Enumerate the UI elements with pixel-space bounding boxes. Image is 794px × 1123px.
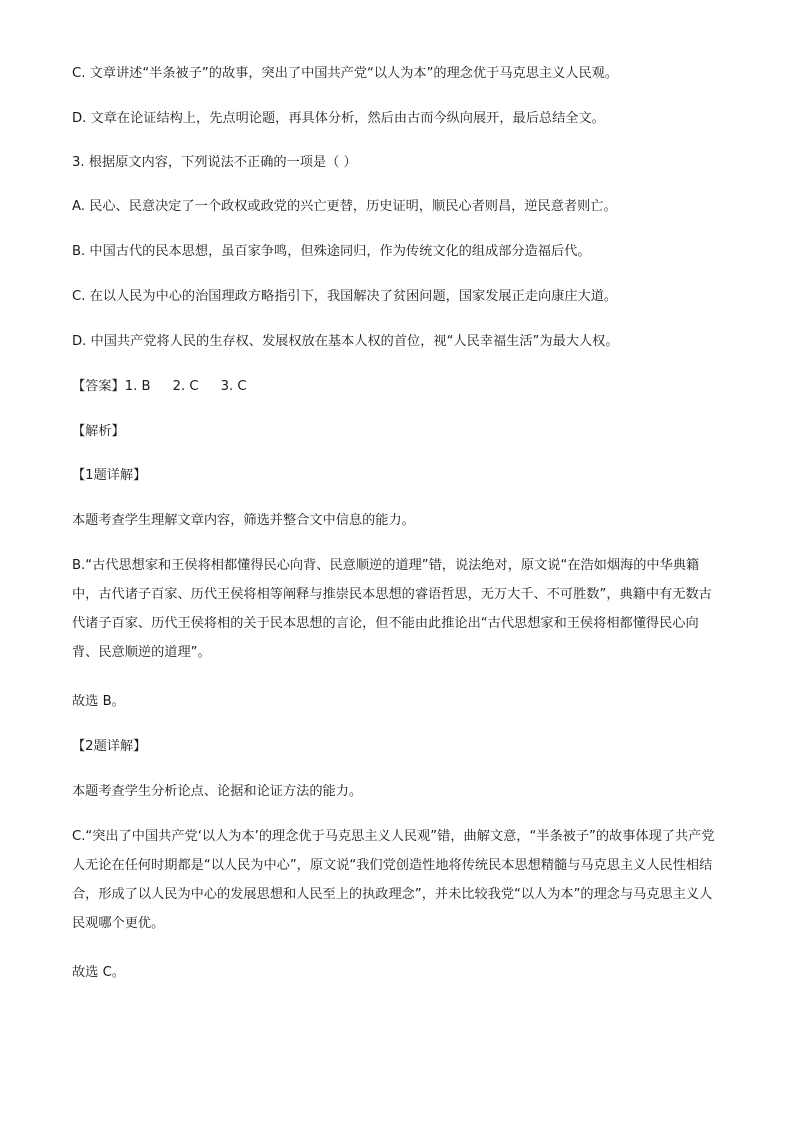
analysis-label: 【解析】 [72, 424, 125, 439]
q3-option-a: A. 民心、民意决定了一个政权或政党的兴亡更替，历史证明，顺民心者则昌，逆民意者则亡。 [72, 199, 617, 214]
q3-stem: 3. 根据原文内容，下列说法不正确的一项是（ ） [72, 155, 357, 170]
detail2-choose: 故选 C。 [72, 965, 125, 980]
detail1-choose: 故选 B。 [72, 694, 125, 709]
q3-option-c: C. 在以人民为中心的治国理政方略指引下，我国解决了贫困问题，国家发展正走向康庄大道。 [72, 289, 618, 304]
q3-option-b: B. 中国古代的民本思想，虽百家争鸣，但殊途同归，作为传统文化的组成部分造福后代。 [72, 244, 591, 259]
detail1-label: 【1题详解】 [72, 468, 147, 483]
q3-option-d: D. 中国共产党将人民的生存权、发展权放在基本人权的首位，视“人民幸福生活”为最大人权。 [72, 334, 619, 349]
answer-item-3: 3. C [220, 379, 247, 394]
answer-item-2: 2. C [172, 379, 199, 394]
answer-label: 【答案】 [72, 379, 125, 394]
answer-item-1: 1. B [124, 379, 151, 394]
detail2-intro: 本题考查学生分析论点、论据和论证方法的能力。 [72, 784, 363, 799]
q2-option-c: C. 文章讲述“半条被子”的故事，突出了中国共产党“以人为本”的理念优于马克思主义人民观。 [72, 66, 619, 81]
detail2-label: 【2题详解】 [72, 739, 147, 754]
answer-line [72, 377, 722, 397]
detail1-body: B.“古代思想家和王侯将相都懂得民心向背、民意顺逆的道理”错，说法绝对，原文说“在浩如烟海的中华典籍中，古代诸子百家、历代王侯将相等阐释与推崇民本思想的睿语哲思，无万大千、不可胜数”，典籍中有无数古代诸子百家、历代王侯将相的关于民本思想的言论，但不能由此推论出“古代思想家和王侯将相都懂得民心向背、民意顺逆的道理”。 [72, 558, 712, 660]
detail2-body: C.“突出了中国共产党‘以人为本’的理念优于马克思主义人民观”错，曲解文意，“半条被子”的故事体现了共产党人无论在任何时期都是“以人民为中心”，原文说“我们党创造性地将传统民本思想精髓与马克思主义人民性相结合，形成了以人民为中心的发展思想和人民至上的执政理念”，并未比较我党“以人为本”的理念与马克思主义人民观哪个更优。 [72, 829, 715, 931]
detail1-intro: 本题考查学生理解文章内容，筛选并整合文中信息的能力。 [72, 513, 415, 528]
q2-option-d: D. 文章在论证结构上，先点明论题，再具体分析，然后由古而今纵向展开，最后总结全文。 [72, 111, 605, 126]
